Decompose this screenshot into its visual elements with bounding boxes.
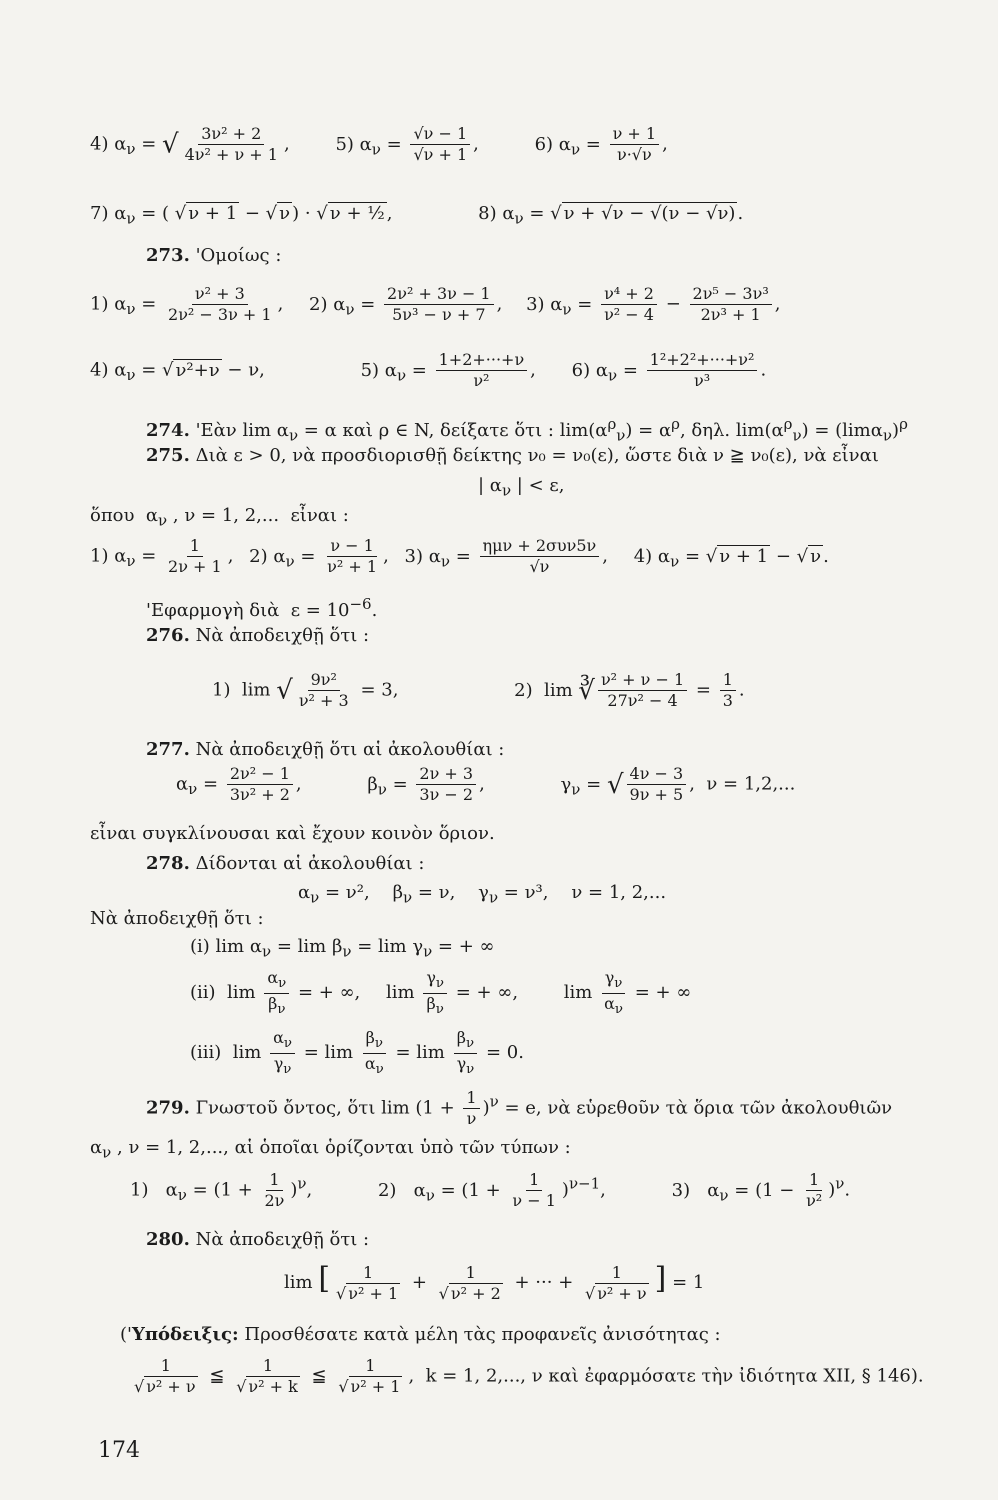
problem-279: 279. Γνωστοῦ ὄντος, ὅτι lim (1 + $\frac{1}{\nu}$ )$^\nu$ = e, νὰ εὑρεθοῦν τὰ ὅρια τῶν ἀκολουθιῶν [146, 1088, 893, 1128]
text-line: $\alpha_\nu$ , ν = 1, 2,..., αἱ ὁποῖαι ὁρίζονται ὑπὸ τῶν τύπων : [90, 1137, 571, 1162]
problem-276: 276. Νὰ ἀποδειχθῇ ὅτι : [146, 625, 370, 646]
exercise-line: 4) $\alpha_\nu$ = √ $\frac{\text{3ν² + 2}}{\text{4ν² + ν + 1}}$ , 5) $\alpha_\nu$ = $\frac{√\nu - 1}{√\nu + 1}$ , 6) $\alpha_\nu$ = $\frac{\nu + 1}{\nu\cdot√\nu}$ , [90, 124, 668, 164]
exercise-line: 7) $\alpha_\nu$ = ( √ ν + 1 − √ ν ) · √ ν + ½ , 8) $\alpha_\nu$ = √ ν + √ν − √(ν − √ν) . [90, 203, 744, 228]
problem-278: 278. Δίδονται αἱ ἀκολουθίαι : [146, 853, 425, 874]
exercise-line: 4) $\alpha_\nu$ = √ ν²+ν − ν, 5) $\alpha_\nu$ = $\frac{1+2+\cdot\cdot\cdot+\nu}{\text{ν²}}$ , 6) $\alpha_\nu$ = $\frac{\text{1²+2²+···+ν²}}{\text{ν³}}$ . [90, 350, 767, 390]
formula-line: $\frac{1}{\text{√ ν² + ν}}$ ≦ $\frac{1}{\text{√ ν² + k}}$ ≦ $\frac{1}{\text{√ ν² + 1}}$ , k = 1, 2,..., ν καὶ ἐφαρμόσατε τὴν ἰδιότητα XII, § 146). [134, 1356, 924, 1396]
formula-line: (ii) lim $\frac{\alpha_\nu}{\beta_\nu}$ = + ∞, lim $\frac{\gamma_\nu}{\beta_\nu}$ = + ∞, lim $\frac{\gamma_\nu}{\alpha_\nu}$ = + ∞ [190, 968, 692, 1017]
formula-line: lim [ $\frac{1}{\text{√ ν² + 1}}$ + $\frac{1}{\text{√ ν² + 2}}$ + ··· + $\frac{1}{\text{√ ν² + ν}}$ ] = 1 [284, 1261, 705, 1303]
exercise-line: 1) $\alpha_\nu$ = $\frac{1}{2\nu + 1}$ , 2) $\alpha_\nu$ = $\frac{\nu - 1}{\text{ν² + 1}}$ , 3) $\alpha_\nu$ = $\frac{\text{ημν + 2συν5ν}}{√\nu}$ , 4) $\alpha_\nu$ = √ ν + 1 − √ ν . [90, 536, 829, 576]
problem-280: 280. Νὰ ἀποδειχθῇ ὅτι : [146, 1229, 370, 1250]
text-line: εἶναι συγκλίνουσαι καὶ ἔχουν κοινὸν ὅριον. [90, 823, 495, 844]
exercise-line: 1) lim √ $\frac{\text{9ν²}}{\text{ν² + 3}}$ = 3, 2) lim ∛ $\frac{\text{ν² + ν − 1}}{\text{27ν² − 4}}$ = $\frac{1}{3}$ . [212, 670, 745, 710]
problem-275: 275. Διὰ ε > 0, νὰ προσδιορισθῇ δείκτης ν₀ = ν₀(ε), ὥστε διὰ ν ≧ ν₀(ε), νὰ εἶναι [146, 445, 879, 466]
formula-line: $\alpha_\nu = \nu^2$, $\beta_\nu = \nu$, $\gamma_\nu = \nu^3$, ν = 1, 2,... [298, 882, 667, 907]
text-line: Νὰ ἀποδειχθῇ ὅτι : [90, 908, 264, 929]
problem-277: 277. Νὰ ἀποδειχθῇ ὅτι αἱ ἀκολουθίαι : [146, 739, 505, 760]
formula-line: (i) $\lim \alpha_\nu = \lim \beta_\nu = \lim \gamma_\nu$ = + ∞ [190, 936, 495, 961]
page-number: 174 [98, 1438, 140, 1463]
text-line: 'Εφαρμογὴ διὰ $\varepsilon = 10^{-6}$. [146, 595, 378, 621]
exercise-line: 1) $\alpha_\nu$ = $\frac{\text{ν² + 3}}{\text{2ν² − 3ν + 1}}$ , 2) $\alpha_\nu$ = $\frac{\text{2ν² + 3ν − 1}}{\text{5ν³ − ν + 7}}$ , 3) $\alpha_\nu$ = $\frac{\text{ν⁴ + 2}}{\text{ν² − 4}}$ − $\frac{\text{2ν⁵ − 3ν³}}{\text{2ν³ + 1}}$ , [90, 284, 781, 324]
inequality: | $\alpha_\nu$ | < ε, [478, 475, 565, 500]
problem-274: 274. 'Εὰν $\lim \alpha_\nu = \alpha$ καὶ ρ ∈ N, δείξατε ὅτι : $\lim(\alpha^\rho_\nu) = \alpha^\rho$, δηλ. $\lim(\alpha^\rho_\nu) = (\lim\alpha_\nu)^\rho$ [146, 415, 908, 445]
hint-line: ('Υπόδειξις: Προσθέσατε κατὰ μέλη τὰς προφανεῖς ἀνισότητας : [120, 1324, 721, 1345]
formula-line: (iii) lim $\frac{\alpha_\nu}{\gamma_\nu}$ = lim $\frac{\beta_\nu}{\alpha_\nu}$ = lim $\frac{\beta_\nu}{\gamma_\nu}$ = 0. [190, 1028, 524, 1077]
exercise-line: $\alpha_\nu$ = $\frac{\text{2ν² − 1}}{\text{3ν² + 2}}$ , $\beta_\nu$ = $\frac{2\nu + 3}{3\nu - 2}$ , $\gamma_\nu$ = √ $\frac{4\nu - 3}{9\nu + 5}$ , ν = 1,2,... [176, 764, 796, 804]
problem-heading: 273. 'Ομοίως : [146, 245, 282, 266]
text-line: ὅπου $\alpha_\nu$ , ν = 1, 2,... εἶναι : [90, 505, 349, 530]
exercise-line: 1) $\alpha_\nu = (1$ + $\frac{1}{2\nu}$ )$^\nu$, 2) $\alpha_\nu = (1$ + $\frac{1}{\nu - 1}$ )$^{\nu-1}$, 3) $\alpha_\nu = (1$ − $\frac{1}{\text{ν²}}$ )$^\nu$. [130, 1170, 851, 1210]
